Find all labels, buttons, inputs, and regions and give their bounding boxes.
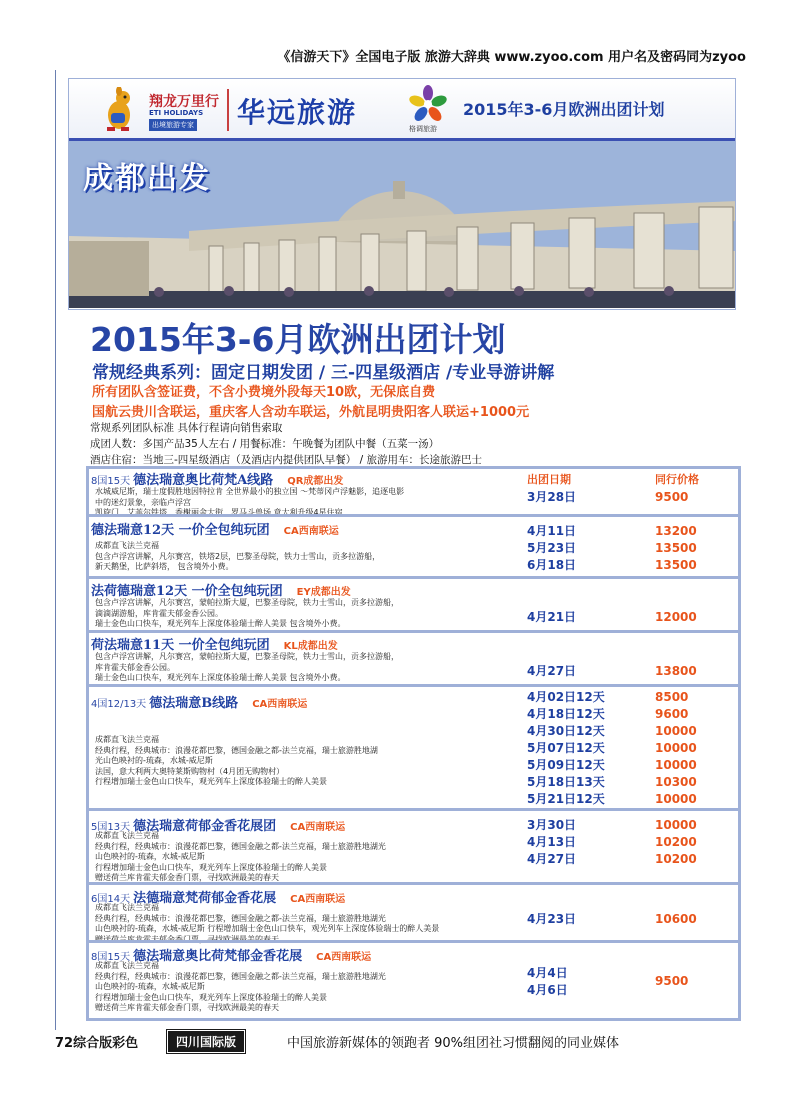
desc-line: 新天鹅堡，比萨斜塔， 包含境外小费。: [95, 562, 234, 571]
group-size-info: 成团人数：多国产品35人左右 / 用餐标准：午晚餐为团队中餐（五菜一汤）: [90, 438, 440, 450]
price: 9500: [655, 490, 689, 504]
tour-name: 德法瑞意12天 一价全包纯玩团: [91, 523, 270, 538]
price-column-header: 同行价格: [655, 473, 699, 486]
desc-line: 赠送荷兰库肯霍夫郁金香门票，寻找欧洲最美的春天: [95, 934, 279, 944]
departure-date: 4月11日: [527, 524, 577, 538]
tour-duration: 5国13天: [91, 822, 131, 833]
price: 10000: [655, 792, 697, 806]
departure-date: 5月21日12天: [527, 792, 605, 806]
desc-line: 瑞士金色山口快车，观光列车上深度体验瑞士醉人美景 包含境外小费。: [95, 619, 346, 628]
desc-line: 山色映衬的-琉森，水城-威尼斯: [95, 852, 205, 861]
price: 9500: [655, 974, 689, 988]
departure-date: 4月27日: [527, 664, 577, 678]
tour-row: [89, 514, 738, 576]
tour-duration: 6国14天: [91, 894, 131, 905]
desc-line: 包含卢浮宫讲解，凡尔赛宫，蒙帕拉斯大厦，巴黎圣母院，铁力士雪山，贡多拉游船，: [95, 652, 399, 661]
tour-description: [95, 541, 495, 573]
tour-duration: 8国15天: [91, 476, 131, 487]
hotel-info: 酒店住宿：当地三-四星级酒店（及酒店内提供团队早餐） / 旅游用车：长途旅游巴士: [90, 454, 483, 466]
standard-info: 常规系列团队标准 具体行程请向销售索取: [90, 422, 283, 434]
desc-line: 山色映衬的-琉森，水城-威尼斯: [95, 982, 205, 991]
departure-date: 4月30日12天: [527, 724, 605, 738]
price: 13500: [655, 558, 697, 572]
tour-flight-tag: EY成都出发: [296, 587, 351, 598]
footer-slogan: 中国旅游新媒体的领跑者 90%组团社习惯翻阅的同业媒体: [287, 1036, 620, 1051]
top-bar: [55, 0, 800, 70]
tour-flight-tag: CA西南联运: [316, 952, 372, 963]
prices: [655, 911, 697, 928]
departure-date: 6月18日: [527, 558, 577, 572]
departure-date: 4月18日12天: [527, 707, 605, 721]
tour-name: 德法瑞意荷郁金香花展团: [133, 819, 277, 834]
series-subtitle: 常规经典系列：固定日期发团 / 三-四星级酒店 /专业导游讲解: [92, 363, 555, 383]
edition-badge: 四川国际版: [167, 1030, 245, 1053]
tour-name: 德法瑞意奥比荷梵A线路: [133, 473, 274, 488]
tour-row: [89, 684, 738, 808]
tour-title: [91, 580, 351, 599]
banner-title: 2015年3-6月欧洲出团计划: [463, 100, 665, 119]
tour-name: 荷法瑞意11天 一价全包纯玩团: [91, 638, 270, 653]
desc-line: 包含卢浮宫讲解，凡尔赛宫，蒙帕拉斯大厦，巴黎圣母院，铁力士雪山，贡多拉游船，: [95, 598, 399, 607]
departure-date: 4月6日: [527, 983, 568, 997]
price: 13200: [655, 524, 697, 538]
tour-description: [95, 598, 495, 630]
tour-description: [95, 903, 495, 945]
departure-date: 5月18日13天: [527, 775, 605, 789]
desc-line: 经典行程，经典城市：浪漫花都巴黎，德国金融之都-法兰克福，瑞士旅游胜地湖光: [95, 971, 386, 981]
price: 10300: [655, 775, 697, 789]
date-column-header: 出团日期: [527, 473, 571, 486]
prices: [655, 523, 697, 574]
desc-line: 成都直飞法兰克福: [95, 541, 159, 550]
departure-dates: [527, 911, 576, 928]
tour-flight-tag: CA西南联运: [283, 526, 339, 537]
transfer-note: 国航云贵川含联运，重庆客人含动车联运，外航昆明贵阳客人联运+1000元: [92, 405, 530, 420]
tour-row: [89, 940, 738, 1018]
departure-dates: [527, 663, 576, 680]
price: 8500: [655, 690, 689, 704]
price: 10000: [655, 758, 697, 772]
desc-line: 成都直飞法兰克福: [95, 903, 159, 912]
desc-line: 赠送荷兰库肯霍夫郁金香门票，寻找欧洲最美的春天: [95, 873, 279, 882]
departure-date: 3月28日: [527, 490, 577, 504]
eti-logo-english: ETI HOLIDAYS: [149, 109, 204, 117]
tour-flight-tag: CA西南联运: [290, 822, 346, 833]
prices: [655, 817, 697, 868]
departure-date: 4月4日: [527, 966, 568, 980]
price: 13800: [655, 664, 697, 678]
desc-line: 山色映衬的-琉森，水城-威尼斯 行程增加瑞士金色山口快车，观光列车上深度体验瑞士的醉人美景: [95, 924, 440, 933]
departure-date: 3月30日: [527, 818, 577, 832]
desc-line: 凯旋门，艾菲尔铁塔，香榭丽舍大街，罗马斗兽场 意大利升级4星住宿: [95, 508, 343, 517]
departure-date: 4月02日12天: [527, 690, 605, 704]
margin-rule: [55, 70, 56, 1030]
desc-line: 行程增加瑞士金色山口快车，观光列车上深度体验瑞士的醉人美景: [95, 992, 327, 1002]
eti-logo-tagline: 出境旅游专家: [149, 119, 197, 131]
prices: [655, 609, 697, 626]
departure-dates: [527, 817, 576, 868]
departure-date: 5月07日12天: [527, 741, 605, 755]
desc-line: 成都直飞法兰克福: [95, 831, 159, 840]
page-footer: [55, 1030, 745, 1050]
tour-title: [91, 519, 339, 538]
prices: [655, 973, 688, 990]
tour-flight-tag: CA西南联运: [290, 894, 346, 905]
price: 12000: [655, 610, 697, 624]
visa-note: 所有团队含签证费，不含小费境外段每天10欧，无保底自费: [92, 385, 436, 400]
departure-city-label: 成都出发: [83, 161, 211, 196]
departure-date: 5月23日: [527, 541, 577, 555]
flower-logo-icon: [409, 85, 447, 123]
departure-date: 4月13日: [527, 835, 577, 849]
departure-dates: [527, 965, 568, 999]
desc-line: 行程增加瑞士金色山口快车，观光列车上深度体验瑞士的醉人美景: [95, 862, 327, 872]
desc-line: 成都直飞法兰克福: [95, 961, 159, 970]
desc-line: 经典行程，经典城市：浪漫花都巴黎，德国金融之都-法兰克福，瑞士旅游胜地湖: [95, 745, 378, 755]
departure-date: 5月09日12天: [527, 758, 605, 772]
eti-logo-chinese: 翔龙万里行: [149, 94, 219, 110]
tour-name: 法荷德瑞意12天 一价全包纯玩团: [91, 584, 283, 599]
departure-date: 4月21日: [527, 610, 577, 624]
colonnade-photo: [69, 141, 735, 308]
departure-dates: [527, 523, 576, 574]
tour-flight-tag: CA西南联运: [252, 699, 308, 710]
desc-line: 赠送荷兰库肯霍夫郁金香门票，寻找欧洲最美的春天: [95, 1003, 279, 1012]
prices: [655, 489, 688, 506]
tour-title: [91, 634, 338, 653]
price: 10200: [655, 835, 697, 849]
page-number-label: 72综合版彩色: [55, 1036, 139, 1051]
tour-row: [89, 576, 738, 630]
desc-line: 法国，意大利两大奥特莱斯购物村（4月团无购物村）: [95, 766, 285, 776]
tour-name: 法德瑞意梵荷郁金香花展: [133, 891, 277, 906]
desc-line: 经典行程，经典城市：浪漫花都巴黎，德国金融之都-法兰克福，瑞士旅游胜地湖光: [95, 841, 386, 851]
desc-line: 滴滴湖游船，库肯霍夫郁金香公园。: [95, 608, 223, 618]
tour-description: [95, 652, 495, 684]
tour-description: [95, 735, 495, 788]
tour-duration: 8国15天: [91, 952, 131, 963]
desc-line: 光山色映衬的-琉森，水城-威尼斯: [95, 756, 213, 765]
departure-dates: [527, 689, 605, 808]
desc-line: 瑞士金色山口快车，观光列车上深度体验瑞士醉人美景 包含境外小费。: [95, 673, 346, 682]
price: 10000: [655, 741, 697, 755]
price: 10000: [655, 818, 697, 832]
tour-name: 德法瑞意B线路: [149, 696, 239, 711]
departure-dates: [527, 489, 576, 506]
banner-logo-strip: [69, 79, 735, 141]
departure-date: 4月23日: [527, 912, 577, 926]
huayuan-brand: 华远旅游: [237, 96, 358, 129]
tour-duration: 4国12/13天: [91, 699, 147, 710]
tour-row: [89, 466, 738, 517]
tour-title: [91, 469, 343, 488]
price: 9600: [655, 707, 689, 721]
tour-row: [89, 808, 738, 882]
tour-name: 德法瑞意奥比荷梵郁金香花展: [133, 949, 303, 964]
desc-line: 成都直飞法兰克福: [95, 735, 159, 744]
departure-dates: [527, 609, 576, 626]
prices: [655, 663, 697, 680]
desc-line: 行程增加瑞士金色山口快车，观光列车上深度体验瑞士的醉人美景: [95, 777, 327, 786]
price: 10000: [655, 724, 697, 738]
logo-divider: [227, 89, 229, 131]
desc-line: 经典行程，经典城市：浪漫花都巴黎，德国金融之都-法兰克福，瑞士旅游胜地湖光: [95, 913, 386, 923]
price: 13500: [655, 541, 697, 555]
kangaroo-mascot-icon: [97, 87, 141, 135]
tour-schedule-table: [86, 466, 741, 1021]
gediao-label: 格调旅游: [409, 125, 437, 133]
page-title: 2015年3-6月欧洲出团计划: [90, 320, 506, 359]
top-bar-text: 《信游天下》全国电子版 旅游大辞典 www.zyoo.com 用户名及密码同为zyoo: [277, 50, 746, 65]
price: 10600: [655, 912, 697, 926]
price: 10200: [655, 852, 697, 866]
tour-flight-tag: QR成都出发: [287, 476, 344, 487]
desc-line: 水城威尼斯，瑞士度假胜地因特拉肯 全世界最小的独立国 ～梵蒂冈卢浮魅影，追逐电影: [95, 487, 405, 496]
desc-line: 包含卢浮宫讲解，凡尔赛宫，铁塔2层，巴黎圣母院，铁力士雪山，贡多拉游船，: [95, 551, 381, 561]
tour-row: [89, 630, 738, 684]
prices: [655, 689, 697, 808]
banner: [68, 78, 736, 310]
desc-line: 库肯霍夫郁金香公园。: [95, 662, 175, 672]
tour-description: [95, 831, 495, 884]
tour-title: [91, 692, 307, 711]
tour-description: [95, 961, 495, 1014]
desc-line: 中的迷幻景象，亲临卢浮宫: [95, 497, 191, 507]
departure-date: 4月27日: [527, 852, 577, 866]
tour-row: [89, 882, 738, 944]
tour-flight-tag: KL成都出发: [283, 641, 338, 652]
